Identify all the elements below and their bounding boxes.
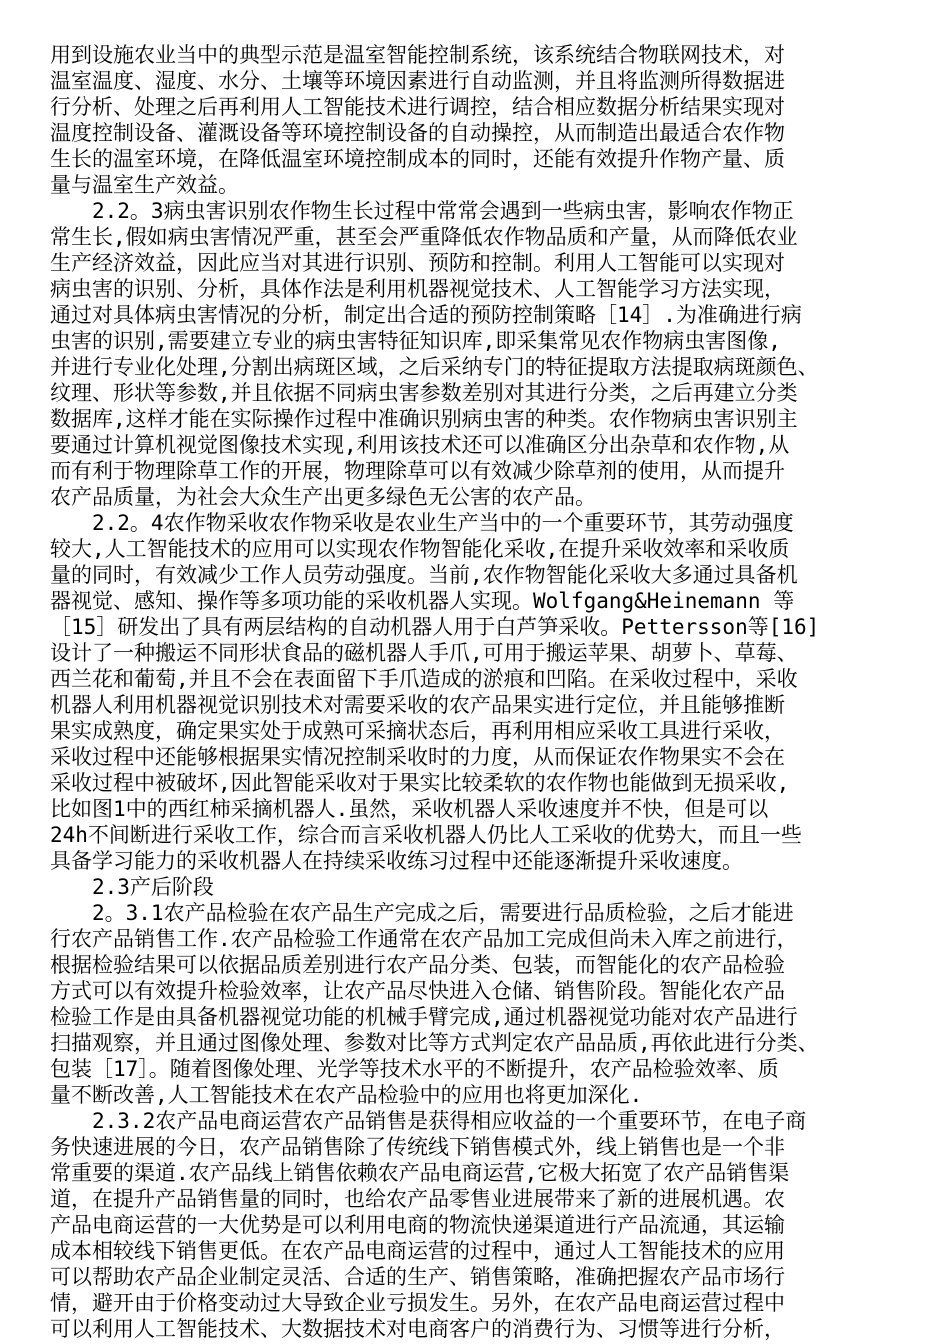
text-line: 机器人利用机器视觉识别技术对需要采收的农产品果实进行定位，并且能够推断	[50, 693, 785, 717]
text-line: 比如图1中的西红柿采摘机器人.虽然，采收机器人采收速度并不快，但是可以	[50, 797, 769, 821]
text-line: 并进行专业化处理,分割出病斑区域，之后采纳专门的特征提取方法提取病斑颜色、	[50, 355, 819, 379]
text-line: 量不断改善,人工智能技术在农产品检验中的应用也将更加深化.	[50, 1083, 643, 1107]
text-line: 用到设施农业当中的典型示范是温室智能控制系统，该系统结合物联网技术，对	[50, 43, 785, 67]
text-line: 扫描观察，并且通过图像处理、参数对比等方式判定农产品品质,再依此进行分类、	[50, 1031, 819, 1055]
text-line: ［15］研发出了具有两层结构的自动机器人用于白芦笋采收。Pettersson等[16]	[50, 615, 820, 639]
text-line: 成本相较线下销售更低。在农产品电商运营的过程中，通过人工智能技术的应用	[50, 1239, 785, 1263]
text-line: 2.2。3病虫害识别农作物生长过程中常常会遇到一些病虫害，影响农作物正	[50, 199, 794, 223]
section-heading-post-production	[50, 874, 906, 900]
text-line: 器视觉、感知、操作等多项功能的采收机器人实现。Wolfgang&Heinemann 等	[50, 589, 795, 613]
text-line: 设计了一种搬运不同形状食品的磁机器人手爪,可用于搬运苹果、胡萝卜、草莓、	[50, 641, 798, 665]
text-line: 24h不间断进行采收工作，综合而言采收机器人仍比人工采收的优势大，而且一些	[50, 823, 802, 847]
paragraph-crop-harvesting	[50, 510, 906, 874]
document-page	[50, 42, 906, 1342]
text-line: 常生长,假如病虫害情况严重，甚至会严重降低农作物品质和产量，从而降低农业	[50, 225, 798, 249]
text-line: 检验工作是由具备机器视觉功能的机械手臂完成,通过机器视觉功能对农产品进行	[50, 1005, 798, 1029]
text-line: 行分析、处理之后再利用人工智能技术进行调控，结合相应数据分析结果实现对	[50, 95, 785, 119]
text-line: 病虫害的识别、分析，具体作法是利用机器视觉技术、人工智能学习方法实现，	[50, 277, 785, 301]
paragraph-greenhouse-control	[50, 42, 906, 198]
text-line: 行农产品销售工作.农产品检验工作通常在农产品加工完成但尚未入库之前进行，	[50, 927, 798, 951]
text-line: 量与温室生产效益。	[50, 173, 239, 197]
text-line: 生长的温室环境，在降低温室环境控制成本的同时，还能有效提升作物产量、质	[50, 147, 785, 171]
text-line: 温度控制设备、灌溉设备等环境控制设备的自动操控，从而制造出最适合农作物	[50, 121, 785, 145]
text-line: 2.2。4农作物采收农作物采收是农业生产当中的一个重要环节，其劳动强度	[50, 511, 794, 535]
text-line: 采收过程中被破坏,因此智能采收对于果实比较柔软的农作物也能做到无损采收,	[50, 771, 790, 795]
text-line: 根据检验结果可以依据品质差别进行农产品分类、包装，而智能化的农产品检验	[50, 953, 785, 977]
text-line: 温室温度、湿度、水分、土壤等环境因素进行自动监测，并且将监测所得数据进	[50, 69, 785, 93]
text-line: 采收过程中还能够根据果实情况控制采收时的力度，从而保证农作物果实不会在	[50, 745, 785, 769]
text-line: 可以利用人工智能技术、大数据技术对电商客户的消费行为、习惯等进行分析，	[50, 1317, 785, 1341]
paragraph-pest-identification	[50, 198, 906, 510]
text-line: 包装［17］。随着图像处理、光学等技术水平的不断提升，农产品检验效率、质	[50, 1057, 779, 1081]
text-line: 情，避开由于价格变动过大导致企业亏损发生。另外，在农产品电商运营过程中	[50, 1291, 785, 1315]
text-line: 较大,人工智能技术的应用可以实现农作物智能化采收,在提升采收效率和采收质	[50, 537, 790, 561]
text-line: 方式可以有效提升检验效率，让农产品尽快进入仓储、销售阶段。智能化农产品	[50, 979, 785, 1003]
section-heading: 2.3产后阶段	[50, 875, 214, 899]
text-line: 2。3.1农产品检验在农产品生产完成之后，需要进行品质检验，之后才能进	[50, 901, 794, 925]
text-line: 要通过计算机视觉图像技术实现,利用该技术还可以准确区分出杂草和农作物,从	[50, 433, 790, 457]
text-line: 道，在提升产品销售量的同时，也给农产品零售业进展带来了新的进展机遇。农	[50, 1187, 785, 1211]
text-line: 而有利于物理除草工作的开展，物理除草可以有效减少除草剂的使用，从而提升	[50, 459, 785, 483]
text-line: 具备学习能力的采收机器人在持续采收练习过程中还能逐渐提升采收速度。	[50, 849, 743, 873]
text-line: 量的同时，有效减少工作人员劳动强度。当前,农作物智能化采收大多通过具备机	[50, 563, 798, 587]
text-line: 数据库,这样才能在实际操作过程中准确识别病虫害的种类。农作物病虫害识别主	[50, 407, 798, 431]
text-line: 通过对具体病虫害情况的分析，制定出合适的预防控制策略［14］.为准确进行病	[50, 303, 802, 327]
text-line: 务快速进展的今日，农产品销售除了传统线下销售模式外，线上销售也是一个非	[50, 1135, 785, 1159]
text-line: 西兰花和葡萄,并且不会在表面留下手爪造成的淤痕和凹陷。在采收过程中，采收	[50, 667, 798, 691]
text-line: 农产品质量，为社会大众生产出更多绿色无公害的农产品。	[50, 485, 596, 509]
text-line: 常重要的渠道.农产品线上销售依赖农产品电商运营,它极大拓宽了农产品销售渠	[50, 1161, 790, 1185]
text-line: 可以帮助农产品企业制定灵活、合适的生产、销售策略，准确把握农产品市场行	[50, 1265, 785, 1289]
paragraph-ecommerce-operation	[50, 1108, 906, 1342]
text-line: 产品电商运营的一大优势是可以利用电商的物流快递渠道进行产品流通，其运输	[50, 1213, 785, 1237]
text-line: 2.3.2农产品电商运营农产品销售是获得相应收益的一个重要环节，在电子商	[50, 1109, 807, 1133]
paragraph-product-inspection	[50, 900, 906, 1108]
text-line: 虫害的识别,需要建立专业的病虫害特征知识库,即采集常见农作物病虫害图像,	[50, 329, 781, 353]
text-line: 果实成熟度，确定果实处于成熟可采摘状态后，再利用相应采收工具进行采收，	[50, 719, 785, 743]
text-line: 纹理、形状等参数,并且依据不同病虫害参数差别对其进行分类，之后再建立分类	[50, 381, 798, 405]
text-line: 生产经济效益，因此应当对其进行识别、预防和控制。利用人工智能可以实现对	[50, 251, 785, 275]
